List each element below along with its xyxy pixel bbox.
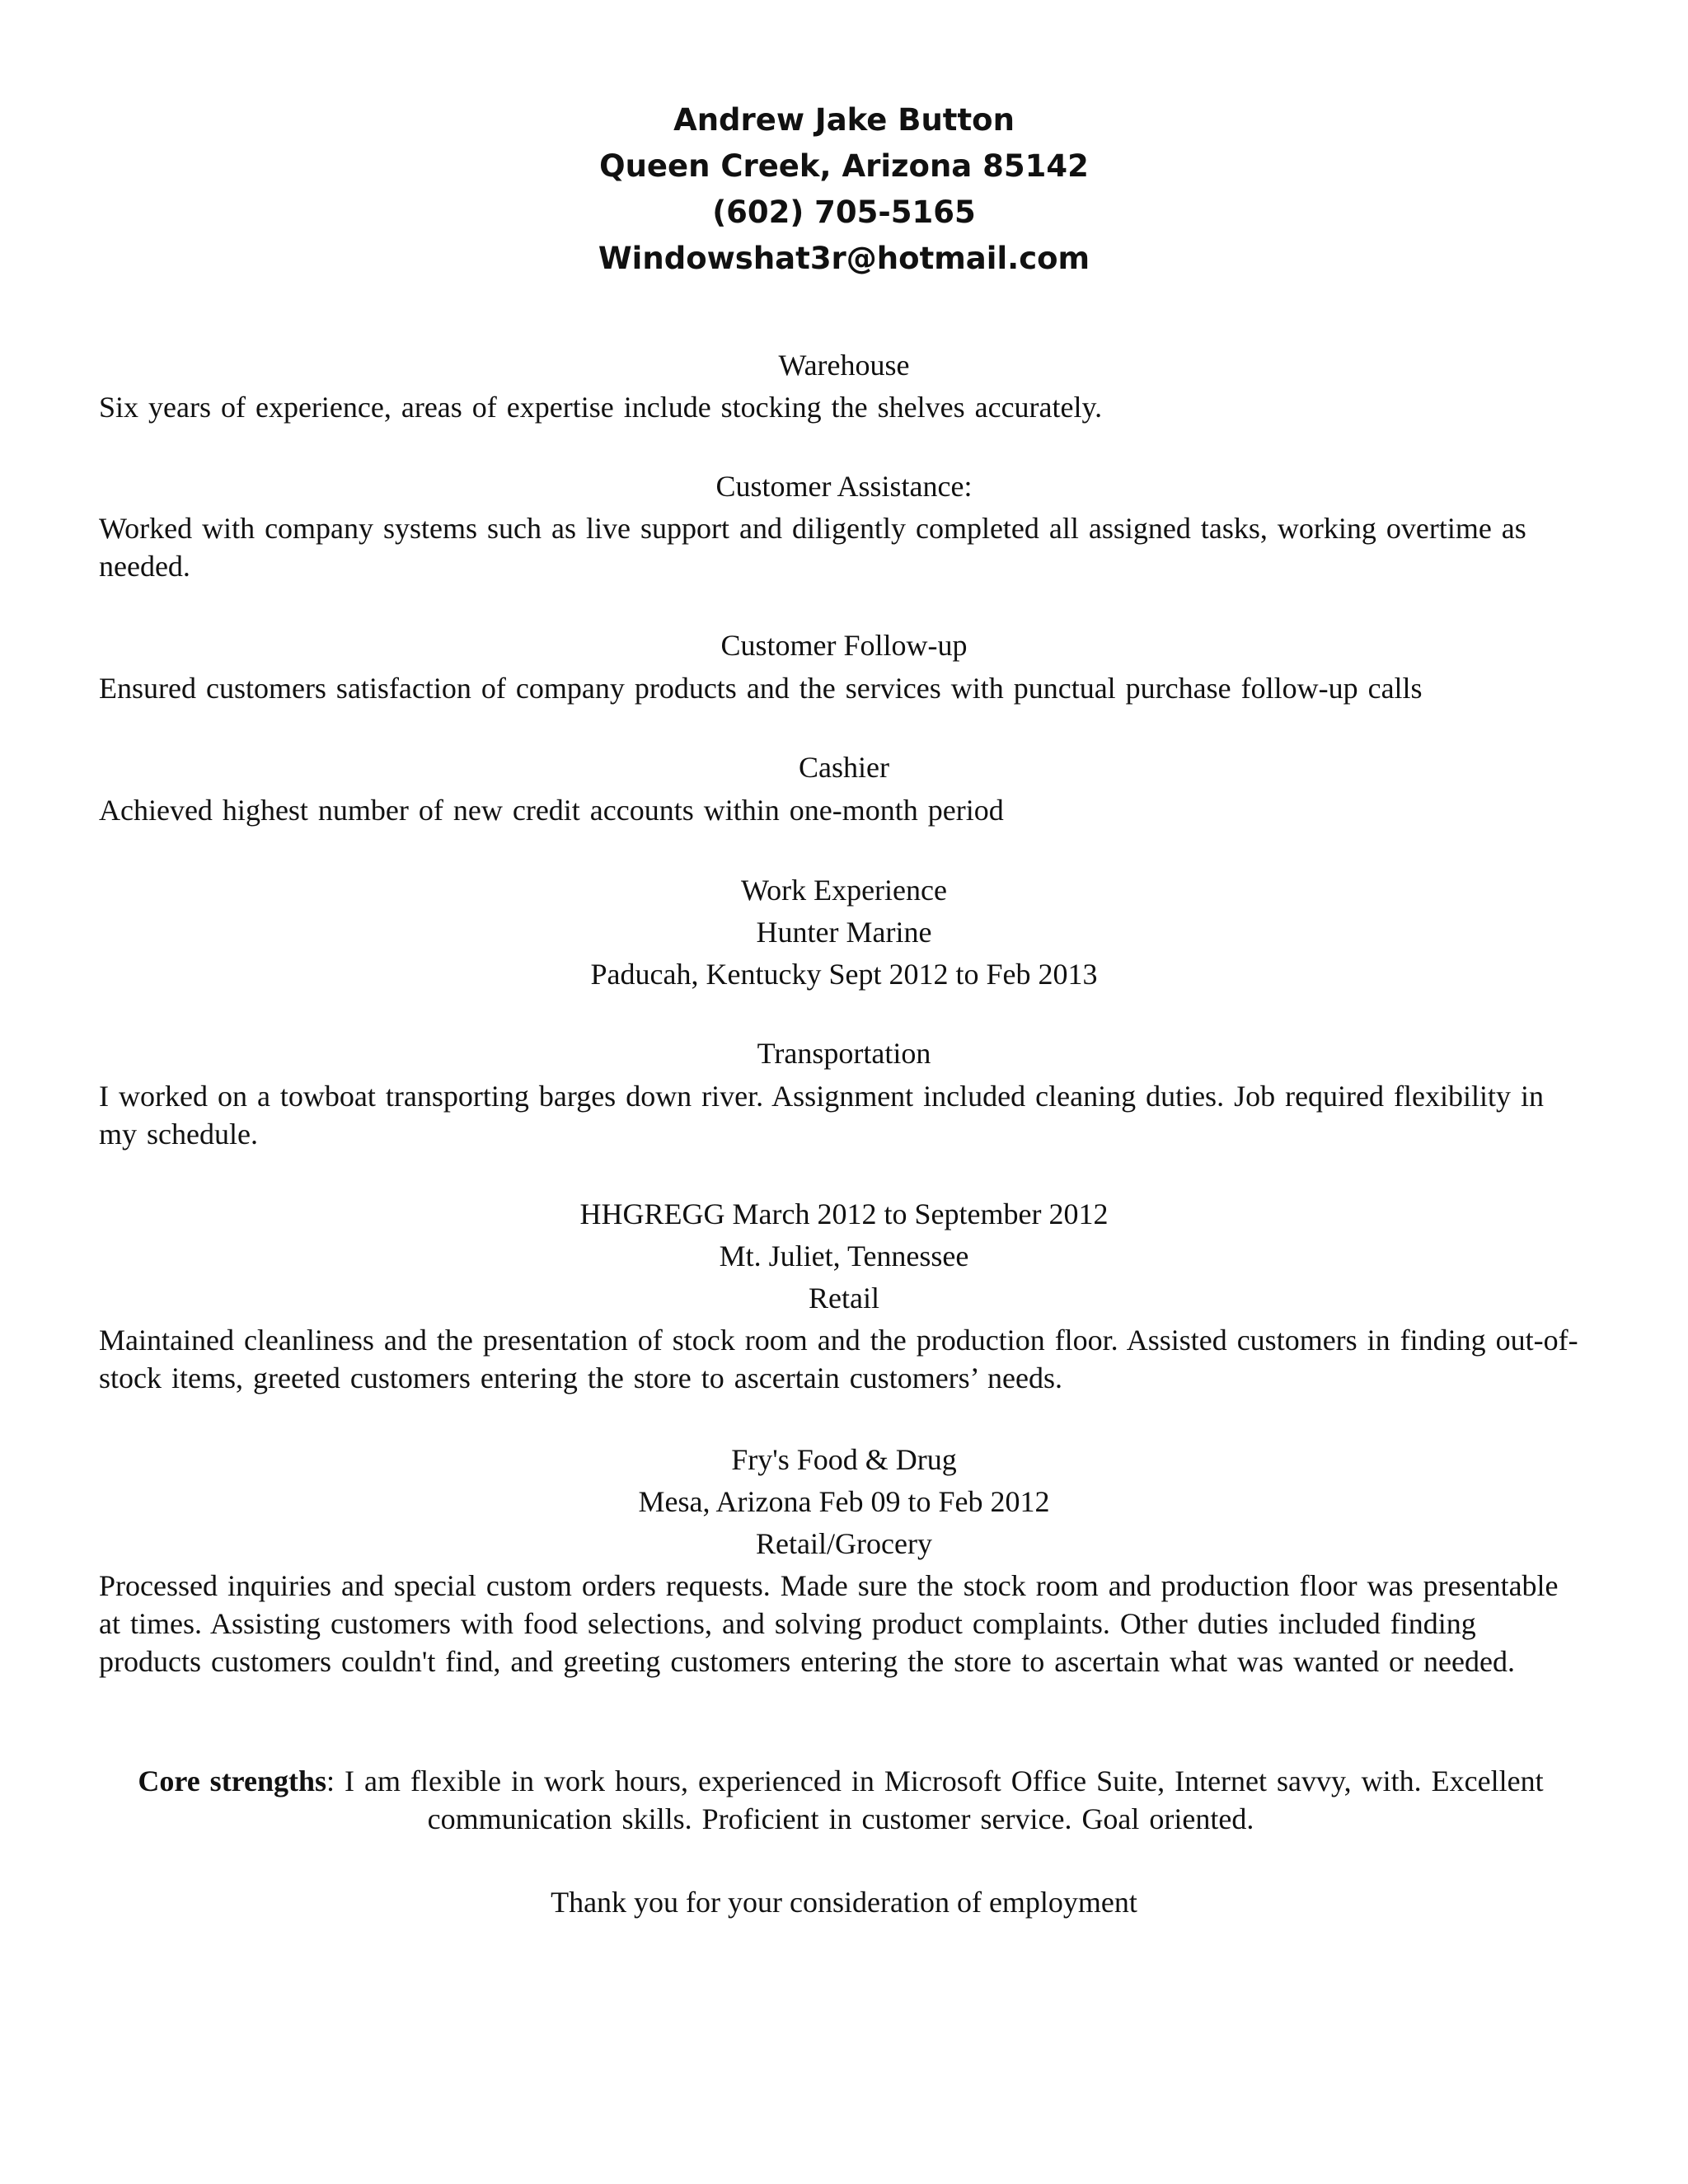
section-text-customer-follow-up: Ensured customers satisfaction of company products and the services with punctual purchase follow-up calls: [99, 672, 1423, 705]
section-heading-customer-follow-up: Customer Follow-up: [720, 629, 968, 662]
work-experience-heading: Work Experience: [741, 874, 947, 907]
core-strengths-label: Core strengths: [138, 1765, 327, 1797]
section-heading-customer-assistance: Customer Assistance:: [715, 470, 973, 503]
section-text-warehouse: Six years of experience, areas of expertise include stocking the shelves accurately.: [99, 391, 1103, 424]
closing-line: Thank you for your consideration of employment: [551, 1886, 1137, 1919]
employer-hunter-marine: Hunter Marine: [756, 916, 932, 949]
job-hhgregg-title: HHGREGG March 2012 to September 2012: [579, 1197, 1109, 1230]
section-text-customer-assistance: Worked with company systems such as live support and diligently completed all assigned tasks, working overtime as needed.: [99, 512, 1526, 583]
job-frys-location: Mesa, Arizona Feb 09 to Feb 2012: [638, 1485, 1050, 1518]
employer-location-dates: Paducah, Kentucky Sept 2012 to Feb 2013: [590, 958, 1098, 991]
core-strengths: [99, 1762, 1582, 1838]
applicant-location: Queen Creek, Arizona 85142: [599, 148, 1089, 184]
job-hhgregg-location: Mt. Juliet, Tennessee: [719, 1240, 969, 1272]
job-frys-description: Processed inquiries and special custom orders requests. Made sure the stock room and production floor was presentable at times. Assisting customers with food selections, and solving product complaints. Other duties included finding products customers couldn't find, and greeting customers entering the store to ascertain what was wanted or needed.: [99, 1569, 1559, 1678]
role-text-transportation: I worked on a towboat transporting barges down river. Assignment included cleaning duties. Job required flexibility in my schedule.: [99, 1080, 1544, 1151]
section-text-cashier: Achieved highest number of new credit accounts within one-month period: [99, 794, 1004, 827]
section-heading-warehouse: Warehouse: [778, 349, 910, 382]
role-heading-transportation: Transportation: [757, 1037, 931, 1070]
applicant-name: Andrew Jake Button: [673, 102, 1015, 138]
section-heading-cashier: Cashier: [799, 751, 889, 784]
core-strengths-text: : I am flexible in work hours, experienced in Microsoft Office Suite, Internet savvy, with. Excellent communication skills. Proficient in customer service. Goal oriented.: [326, 1765, 1544, 1835]
job-hhgregg-description: Maintained cleanliness and the presentation of stock room and the production floor. Assisted customers in finding out-of-stock items, greeted customers entering the store to ascertain customers’ needs.: [99, 1324, 1578, 1394]
applicant-phone: (602) 705-5165: [712, 194, 976, 230]
applicant-email: Windowshat3r@hotmail.com: [598, 241, 1090, 276]
job-hhgregg-role: Retail: [809, 1282, 879, 1315]
job-frys-title: Fry's Food & Drug: [731, 1443, 957, 1476]
job-frys-role: Retail/Grocery: [756, 1527, 932, 1560]
resume-header: [0, 97, 1688, 282]
